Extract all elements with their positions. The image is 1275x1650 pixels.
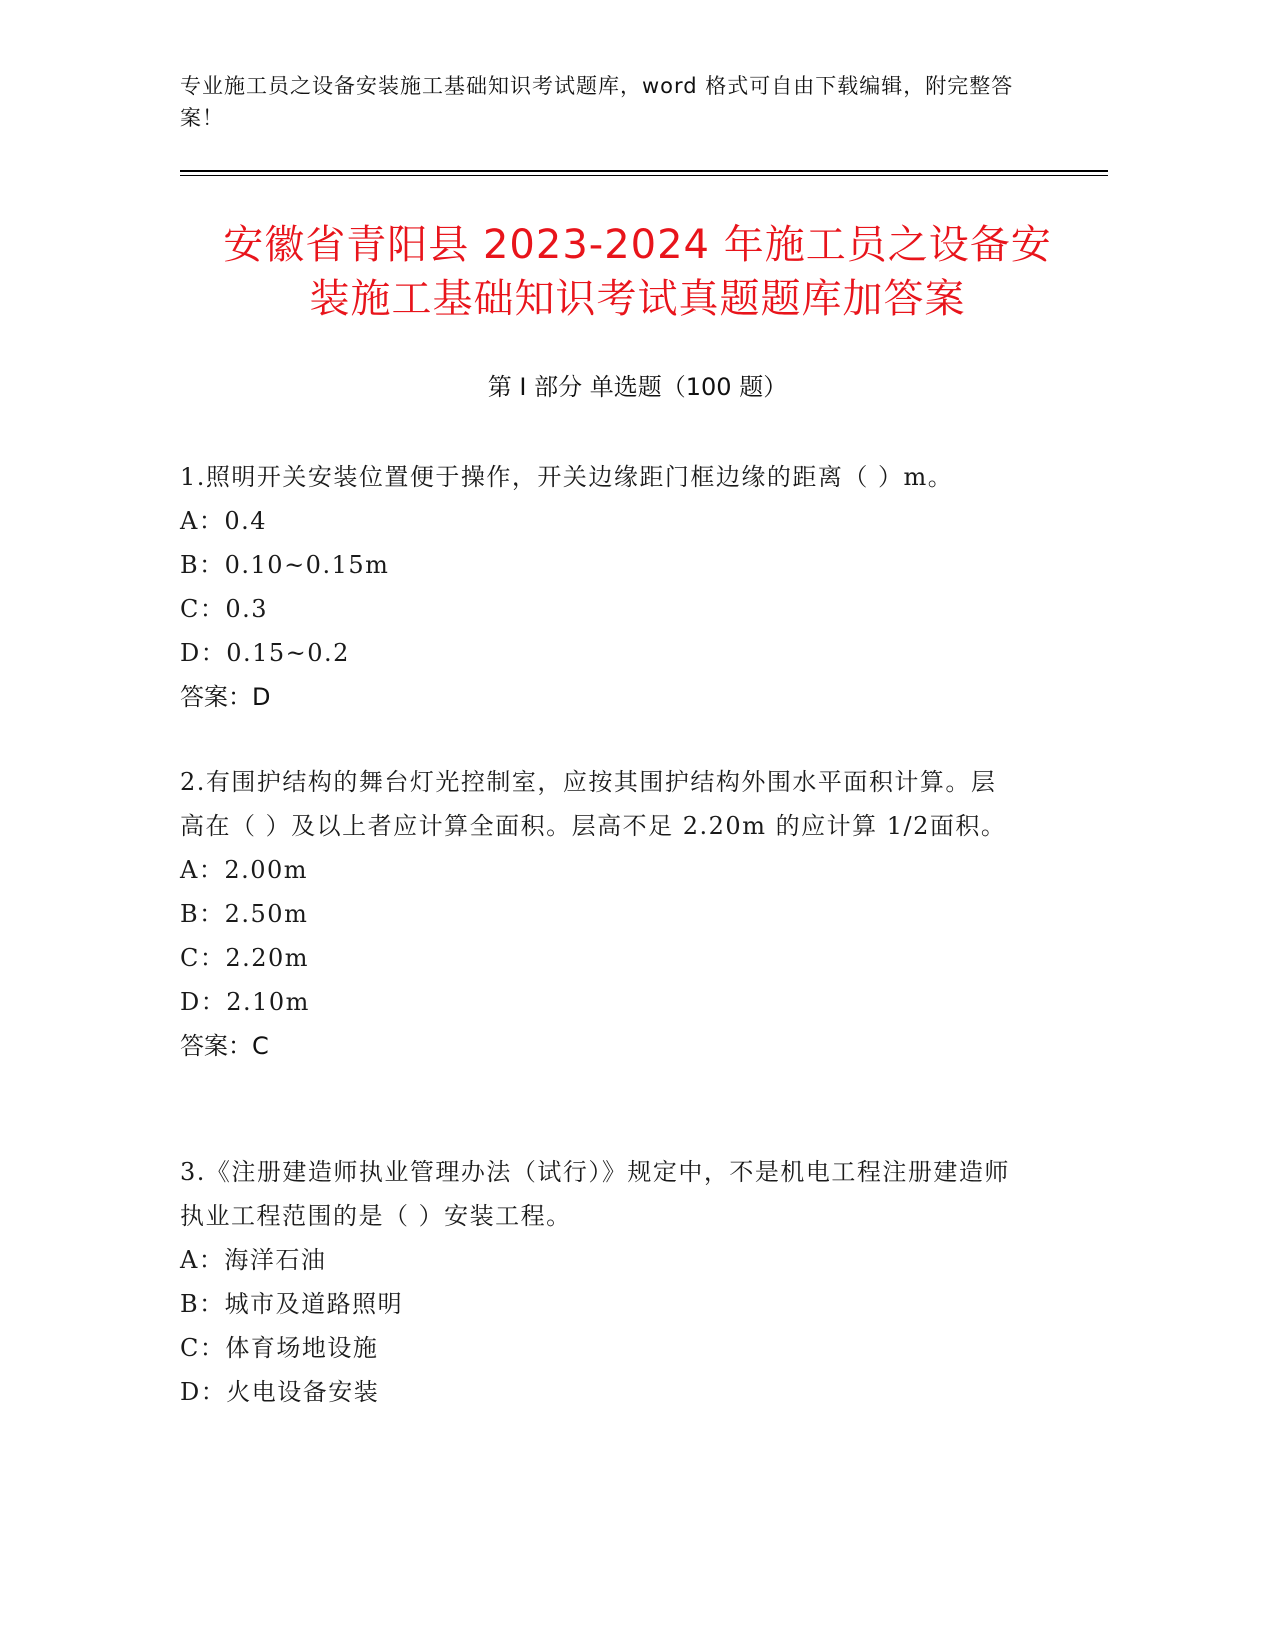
document-title-line-2: 装施工基础知识考试真题题库加答案 <box>309 276 966 322</box>
option-a: A：2.00m <box>180 856 309 884</box>
section-heading: 第 I 部分 单选题（100 题） <box>487 373 788 401</box>
option-b: B：2.50m <box>180 900 309 928</box>
option-a: A：0.4 <box>180 507 267 535</box>
option-c: C：2.20m <box>180 944 310 972</box>
document-title-line-1: 安徽省青阳县 2023-2024 年施工员之设备安 <box>223 222 1052 268</box>
question-2 <box>180 760 1040 1068</box>
option-d: D：0.15~0.2 <box>180 639 350 667</box>
question-stem: 2.有围护结构的舞台灯光控制室，应按其围护结构外围水平面积计算。层高在（ ）及以上者应计算全面积。层高不足 2.20m 的应计算 1/2面积。 <box>180 768 1007 840</box>
answer-line: 答案：D <box>180 683 271 711</box>
question-3 <box>180 1150 1040 1414</box>
option-c: C：体育场地设施 <box>180 1334 379 1362</box>
document-title <box>150 218 1125 326</box>
option-c: C：0.3 <box>180 595 269 623</box>
answer-line: 答案：C <box>180 1032 269 1060</box>
question-1 <box>180 455 1040 719</box>
question-stem: 3.《注册建造师执业管理办法（试行）》规定中，不是机电工程注册建造师执业工程范围的是（ ）安装工程。 <box>180 1158 1010 1230</box>
option-d: D：2.10m <box>180 988 310 1016</box>
question-stem: 1.照明开关安装位置便于操作，开关边缘距门框边缘的距离（ ）m。 <box>180 463 954 491</box>
option-b: B：0.10~0.15m <box>180 551 390 579</box>
header-divider-bottom <box>180 175 1108 176</box>
option-a: A：海洋石油 <box>180 1246 327 1274</box>
option-b: B：城市及道路照明 <box>180 1290 404 1318</box>
header-divider-top <box>180 170 1108 172</box>
header-note: 专业施工员之设备安装施工基础知识考试题库，word 格式可自由下载编辑，附完整答案！ <box>180 74 1014 130</box>
option-d: D：火电设备安装 <box>180 1378 380 1406</box>
